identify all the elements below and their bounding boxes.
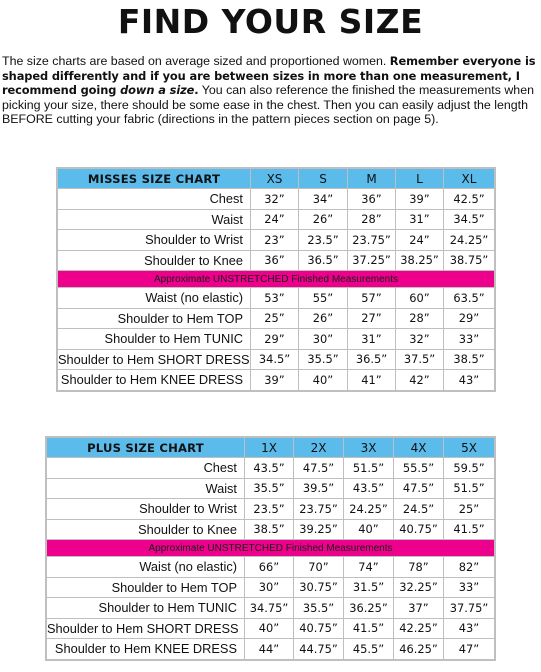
measurement-value: 30” — [299, 329, 348, 350]
table-row — [47, 598, 495, 619]
measurement-value: 37.5” — [396, 349, 444, 370]
measurement-value: 23.75” — [294, 499, 344, 520]
measurement-value: 51.5” — [344, 458, 394, 479]
measurement-value: 32” — [396, 329, 444, 350]
measurement-value: 43” — [444, 370, 495, 391]
measurement-value: 28” — [396, 308, 444, 329]
measurement-value: 23” — [251, 230, 299, 251]
table-row — [47, 557, 495, 578]
measurement-value: 74” — [344, 557, 394, 578]
measurement-value: 36” — [251, 250, 299, 271]
size-header: 1X — [245, 438, 294, 458]
measurement-value: 24.5” — [394, 499, 444, 520]
measurement-value: 29” — [444, 308, 495, 329]
measurement-label: Waist — [58, 209, 251, 230]
chart-header-row — [58, 169, 495, 189]
measurement-value: 55.5” — [394, 458, 444, 479]
page-title: FIND YOUR SIZE — [117, 2, 424, 41]
measurement-value: 43” — [444, 618, 495, 639]
measurement-value: 24” — [251, 209, 299, 230]
table-row — [47, 577, 495, 598]
chart-title: PLUS SIZE CHART — [47, 438, 245, 458]
measurement-value: 23.75” — [348, 230, 396, 251]
measurement-value: 24.25” — [444, 230, 495, 251]
measurement-value: 34.5” — [444, 209, 495, 230]
size-header: XL — [444, 169, 495, 189]
table-row — [58, 189, 495, 210]
measurement-value: 51.5” — [444, 478, 495, 499]
plus-size-chart — [46, 437, 495, 660]
table-row — [58, 349, 495, 370]
size-header: M — [348, 169, 396, 189]
measurement-value: 44.75” — [294, 639, 344, 660]
measurement-value: 25” — [251, 308, 299, 329]
size-header: 5X — [444, 438, 495, 458]
measurement-value: 34.75” — [245, 598, 294, 619]
table-row — [58, 308, 495, 329]
measurement-value: 31” — [348, 329, 396, 350]
measurement-value: 25” — [444, 499, 495, 520]
chart-header-row — [47, 438, 495, 458]
table-row — [47, 458, 495, 479]
measurement-value: 35.5” — [294, 598, 344, 619]
measurement-value: 36.25” — [344, 598, 394, 619]
size-header: 2X — [294, 438, 344, 458]
measurement-label: Waist (no elastic) — [47, 557, 245, 578]
measurement-value: 63.5” — [444, 288, 495, 309]
measurement-value: 30.75” — [294, 577, 344, 598]
table-row — [58, 230, 495, 251]
measurement-value: 39” — [396, 189, 444, 210]
measurement-label: Shoulder to Knee — [47, 519, 245, 540]
measurement-label: Waist (no elastic) — [58, 288, 251, 309]
measurement-value: 45.5” — [344, 639, 394, 660]
measurement-value: 39” — [251, 370, 299, 391]
measurement-label: Shoulder to Hem TUNIC — [47, 598, 245, 619]
intro-text-1: The size charts are based on average sized and proportioned women. — [2, 54, 390, 68]
measurement-label: Shoulder to Hem TUNIC — [58, 329, 251, 350]
measurement-value: 42” — [396, 370, 444, 391]
size-header: 4X — [394, 438, 444, 458]
table-row — [58, 370, 495, 391]
intro-bold-italic: down a size — [120, 83, 195, 98]
intro-paragraph — [2, 54, 538, 127]
measurement-value: 39.25” — [294, 519, 344, 540]
table-row — [47, 519, 495, 540]
measurement-value: 43.5” — [344, 478, 394, 499]
measurement-value: 39.5” — [294, 478, 344, 499]
measurement-label: Shoulder to Knee — [58, 250, 251, 271]
table-row — [47, 639, 495, 660]
measurement-value: 38.25” — [396, 250, 444, 271]
finished-measurements-band — [58, 271, 495, 288]
measurement-value: 40.75” — [394, 519, 444, 540]
measurement-value: 41” — [348, 370, 396, 391]
measurement-value: 31.5” — [344, 577, 394, 598]
finished-measurements-heading: Approximate UNSTRETCHED Finished Measurements — [47, 540, 495, 557]
measurement-value: 40” — [344, 519, 394, 540]
measurement-value: 59.5” — [444, 458, 495, 479]
measurement-value: 37.75” — [444, 598, 495, 619]
measurement-value: 34” — [299, 189, 348, 210]
measurement-value: 41.5” — [444, 519, 495, 540]
measurement-value: 38.5” — [245, 519, 294, 540]
table-row — [47, 499, 495, 520]
measurement-value: 57” — [348, 288, 396, 309]
table-row — [58, 250, 495, 271]
measurement-value: 47” — [444, 639, 495, 660]
measurement-label: Shoulder to Wrist — [47, 499, 245, 520]
measurement-value: 23.5” — [299, 230, 348, 251]
measurement-value: 78” — [394, 557, 444, 578]
measurement-value: 40.75” — [294, 618, 344, 639]
measurement-label: Chest — [58, 189, 251, 210]
measurement-value: 41.5” — [344, 618, 394, 639]
finished-measurements-band — [47, 540, 495, 557]
size-header: S — [299, 169, 348, 189]
measurement-label: Shoulder to Wrist — [58, 230, 251, 251]
measurement-label: Shoulder to Hem TOP — [58, 308, 251, 329]
table-row — [58, 209, 495, 230]
measurement-value: 32” — [251, 189, 299, 210]
measurement-value: 36.5” — [348, 349, 396, 370]
measurement-value: 30” — [245, 577, 294, 598]
measurement-value: 35.5” — [245, 478, 294, 499]
measurement-value: 47.5” — [294, 458, 344, 479]
measurement-value: 29” — [251, 329, 299, 350]
measurement-value: 38.5” — [444, 349, 495, 370]
measurement-value: 32.25” — [394, 577, 444, 598]
measurement-value: 46.25” — [394, 639, 444, 660]
table-row — [47, 478, 495, 499]
measurement-label: Shoulder to Hem SHORT DRESS — [58, 349, 251, 370]
measurement-value: 35.5” — [299, 349, 348, 370]
intro-text-2: You can also reference the finished the measurements when picking your size, there should be some ease in the chest. Then you can easily adjust the length BEFORE cutting your fabric (directions in the pattern pieces section on page 5). — [2, 83, 534, 127]
misses-size-chart — [57, 168, 495, 391]
measurement-value: 40” — [245, 618, 294, 639]
measurement-value: 27” — [348, 308, 396, 329]
measurement-value: 36.5” — [299, 250, 348, 271]
measurement-value: 31” — [396, 209, 444, 230]
size-header: 3X — [344, 438, 394, 458]
table-row — [58, 288, 495, 309]
measurement-value: 24” — [396, 230, 444, 251]
size-header: XS — [251, 169, 299, 189]
measurement-value: 28” — [348, 209, 396, 230]
measurement-value: 38.75” — [444, 250, 495, 271]
measurement-value: 70” — [294, 557, 344, 578]
measurement-label: Shoulder to Hem SHORT DRESS — [47, 618, 245, 639]
measurement-value: 55” — [299, 288, 348, 309]
measurement-value: 33” — [444, 577, 495, 598]
measurement-label: Shoulder to Hem KNEE DRESS — [58, 370, 251, 391]
measurement-value: 36” — [348, 189, 396, 210]
finished-measurements-heading: Approximate UNSTRETCHED Finished Measurements — [58, 271, 495, 288]
measurement-value: 44” — [245, 639, 294, 660]
measurement-value: 42.5” — [444, 189, 495, 210]
measurement-value: 24.25” — [344, 499, 394, 520]
table-row — [47, 618, 495, 639]
chart-title: MISSES SIZE CHART — [58, 169, 251, 189]
measurement-label: Shoulder to Hem KNEE DRESS — [47, 639, 245, 660]
measurement-label: Waist — [47, 478, 245, 499]
measurement-value: 53” — [251, 288, 299, 309]
measurement-value: 26” — [299, 308, 348, 329]
measurement-value: 42.25” — [394, 618, 444, 639]
measurement-value: 33” — [444, 329, 495, 350]
measurement-label: Chest — [47, 458, 245, 479]
intro-bold-2: . — [194, 83, 199, 98]
measurement-value: 23.5” — [245, 499, 294, 520]
measurement-label: Shoulder to Hem TOP — [47, 577, 245, 598]
table-row — [58, 329, 495, 350]
measurement-value: 37” — [394, 598, 444, 619]
measurement-value: 37.25” — [348, 250, 396, 271]
measurement-value: 26” — [299, 209, 348, 230]
measurement-value: 66” — [245, 557, 294, 578]
measurement-value: 40” — [299, 370, 348, 391]
measurement-value: 43.5” — [245, 458, 294, 479]
measurement-value: 34.5” — [251, 349, 299, 370]
size-header: L — [396, 169, 444, 189]
measurement-value: 60” — [396, 288, 444, 309]
intro-bold-1: Remember everyone is shaped differently and if you are between sizes in more than one measurement, I recommend going — [2, 54, 536, 98]
measurement-value: 82” — [444, 557, 495, 578]
measurement-value: 47.5” — [394, 478, 444, 499]
